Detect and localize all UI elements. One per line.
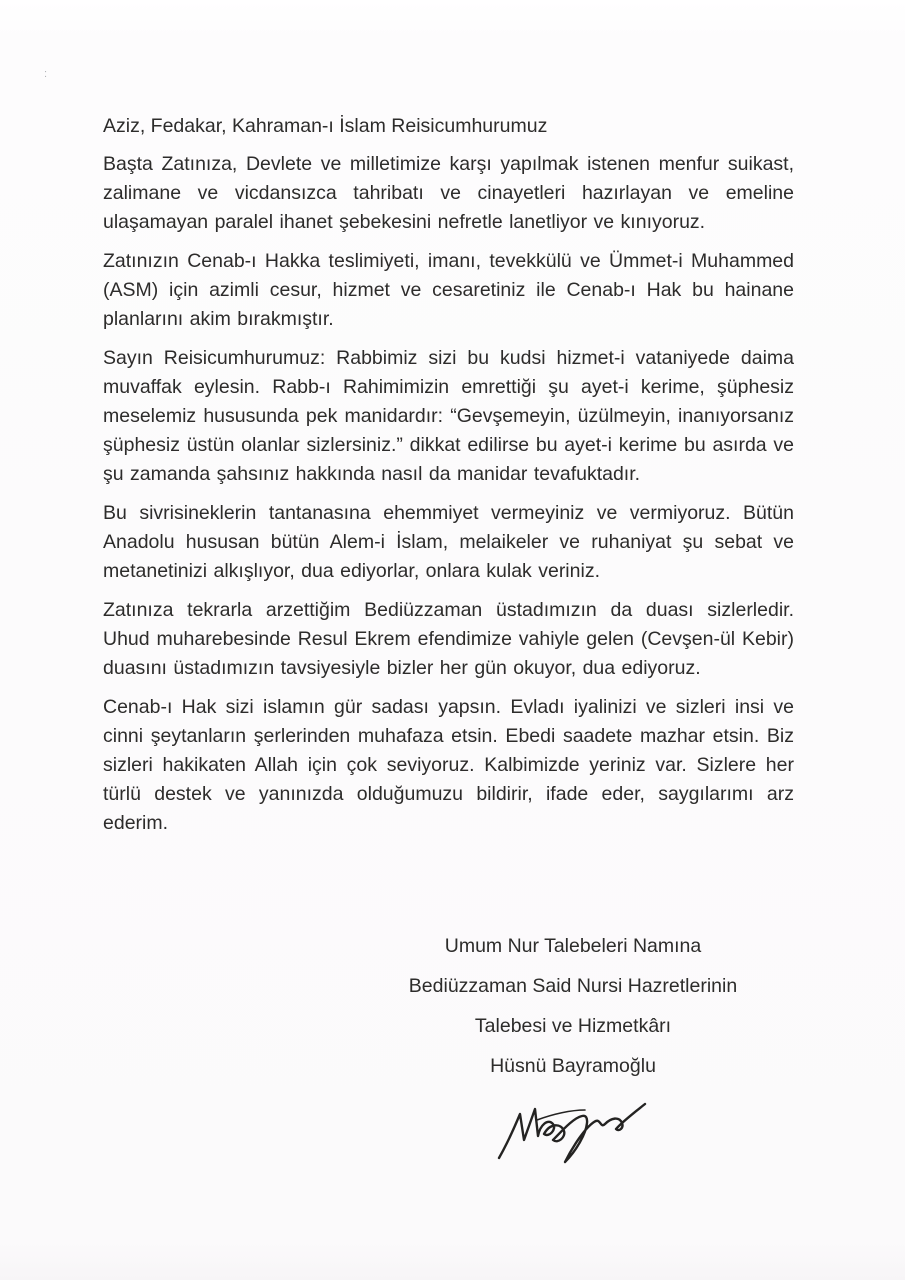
letter-paragraph: Cenab-ı Hak sizi islamın gür sadası yapsın. Evladı iyalinizi ve sizleri insi ve cinni şeytanların şerlerinden muhafaza etsin. Ebedi saadete mazhar etsin. Biz sizleri hakikaten Allah için çok seviyoruz. Kalbimizde yeriniz var. Sizlere her türlü destek ve yanınızda olduğumuzu bildirir, ifade eder, saygılarımı arz ederim.: [103, 696, 794, 834]
letter-body: [103, 112, 794, 848]
signature-line-on-behalf: Umum Nur Talebeleri Namına: [444, 935, 702, 957]
signature-line-bediuzzaman: Bediüzzaman Said Nursi Hazretlerinin: [408, 975, 738, 997]
letter-paragraph: Başta Zatınıza, Devlete ve milletimize karşı yapılmak istenen menfur suikast, zalimane ve vicdansızca tahribatı ve cinayetleri hazırlayan ve emeline ulaşamayan paralel ihanet şebekesini nefretle lanetliyor ve kınıyoruz.: [103, 153, 794, 233]
letter-paragraph: Zatınıza tekrarla arzettiğim Bediüzzaman üstadımızın da duası sizlerledir. Uhud muharebesinde Resul Ekrem efendimize vahiyle gelen (Cevşen-ül Kebir) duasını üstadımızın tavsiyesiyle bizler her gün okuyor, dua ediyoruz.: [103, 599, 794, 679]
letter-paragraph: Bu sivrisineklerin tantanasına ehemmiyet vermeyiniz ve vermiyoruz. Bütün Anadolu hususan bütün Alem-i İslam, melaikeler ve ruhaniyat şu sebat ve metanetinizi alkışlıyor, dua ediyorlar, onlara kulak veriniz.: [103, 502, 794, 582]
letter-salutation: Aziz, Fedakar, Kahraman-ı İslam Reisicumhurumuz: [103, 115, 548, 137]
letter-paragraph: Sayın Reisicumhurumuz: Rabbimiz sizi bu kudsi hizmet-i vataniyede daima muvaffak eylesin. Rabb-ı Rahimimizin emrettiği şu ayet-i kerime, şüphesiz meselemiz hususunda pek manidardır: “Gevşemeyin, üzülmeyin, inanıyorsanız şüphesiz üstün olanlar sizlersiniz.” dikkat edilirse bu ayet-i kerime bu asırda ve şu zamanda şahsınız hakkında nasıl da manidar tevafuktadır.: [103, 347, 794, 485]
scan-speck-artifact: :: [44, 68, 48, 80]
signature-block: [350, 936, 796, 1166]
letter-paragraph: Zatınızın Cenab-ı Hakka teslimiyeti, imanı, tevekkülü ve Ümmet-i Muhammed (ASM) için azimli cesur, hizmet ve cesaretiniz ile Cenab-ı Hak bu hainane planlarını akim bırakmıştır.: [103, 250, 794, 330]
signature-line-title: Talebesi ve Hizmetkârı: [474, 1015, 672, 1037]
handwritten-signature-icon: [350, 1096, 796, 1166]
signatory-name: Hüsnü Bayramoğlu: [490, 1055, 656, 1077]
